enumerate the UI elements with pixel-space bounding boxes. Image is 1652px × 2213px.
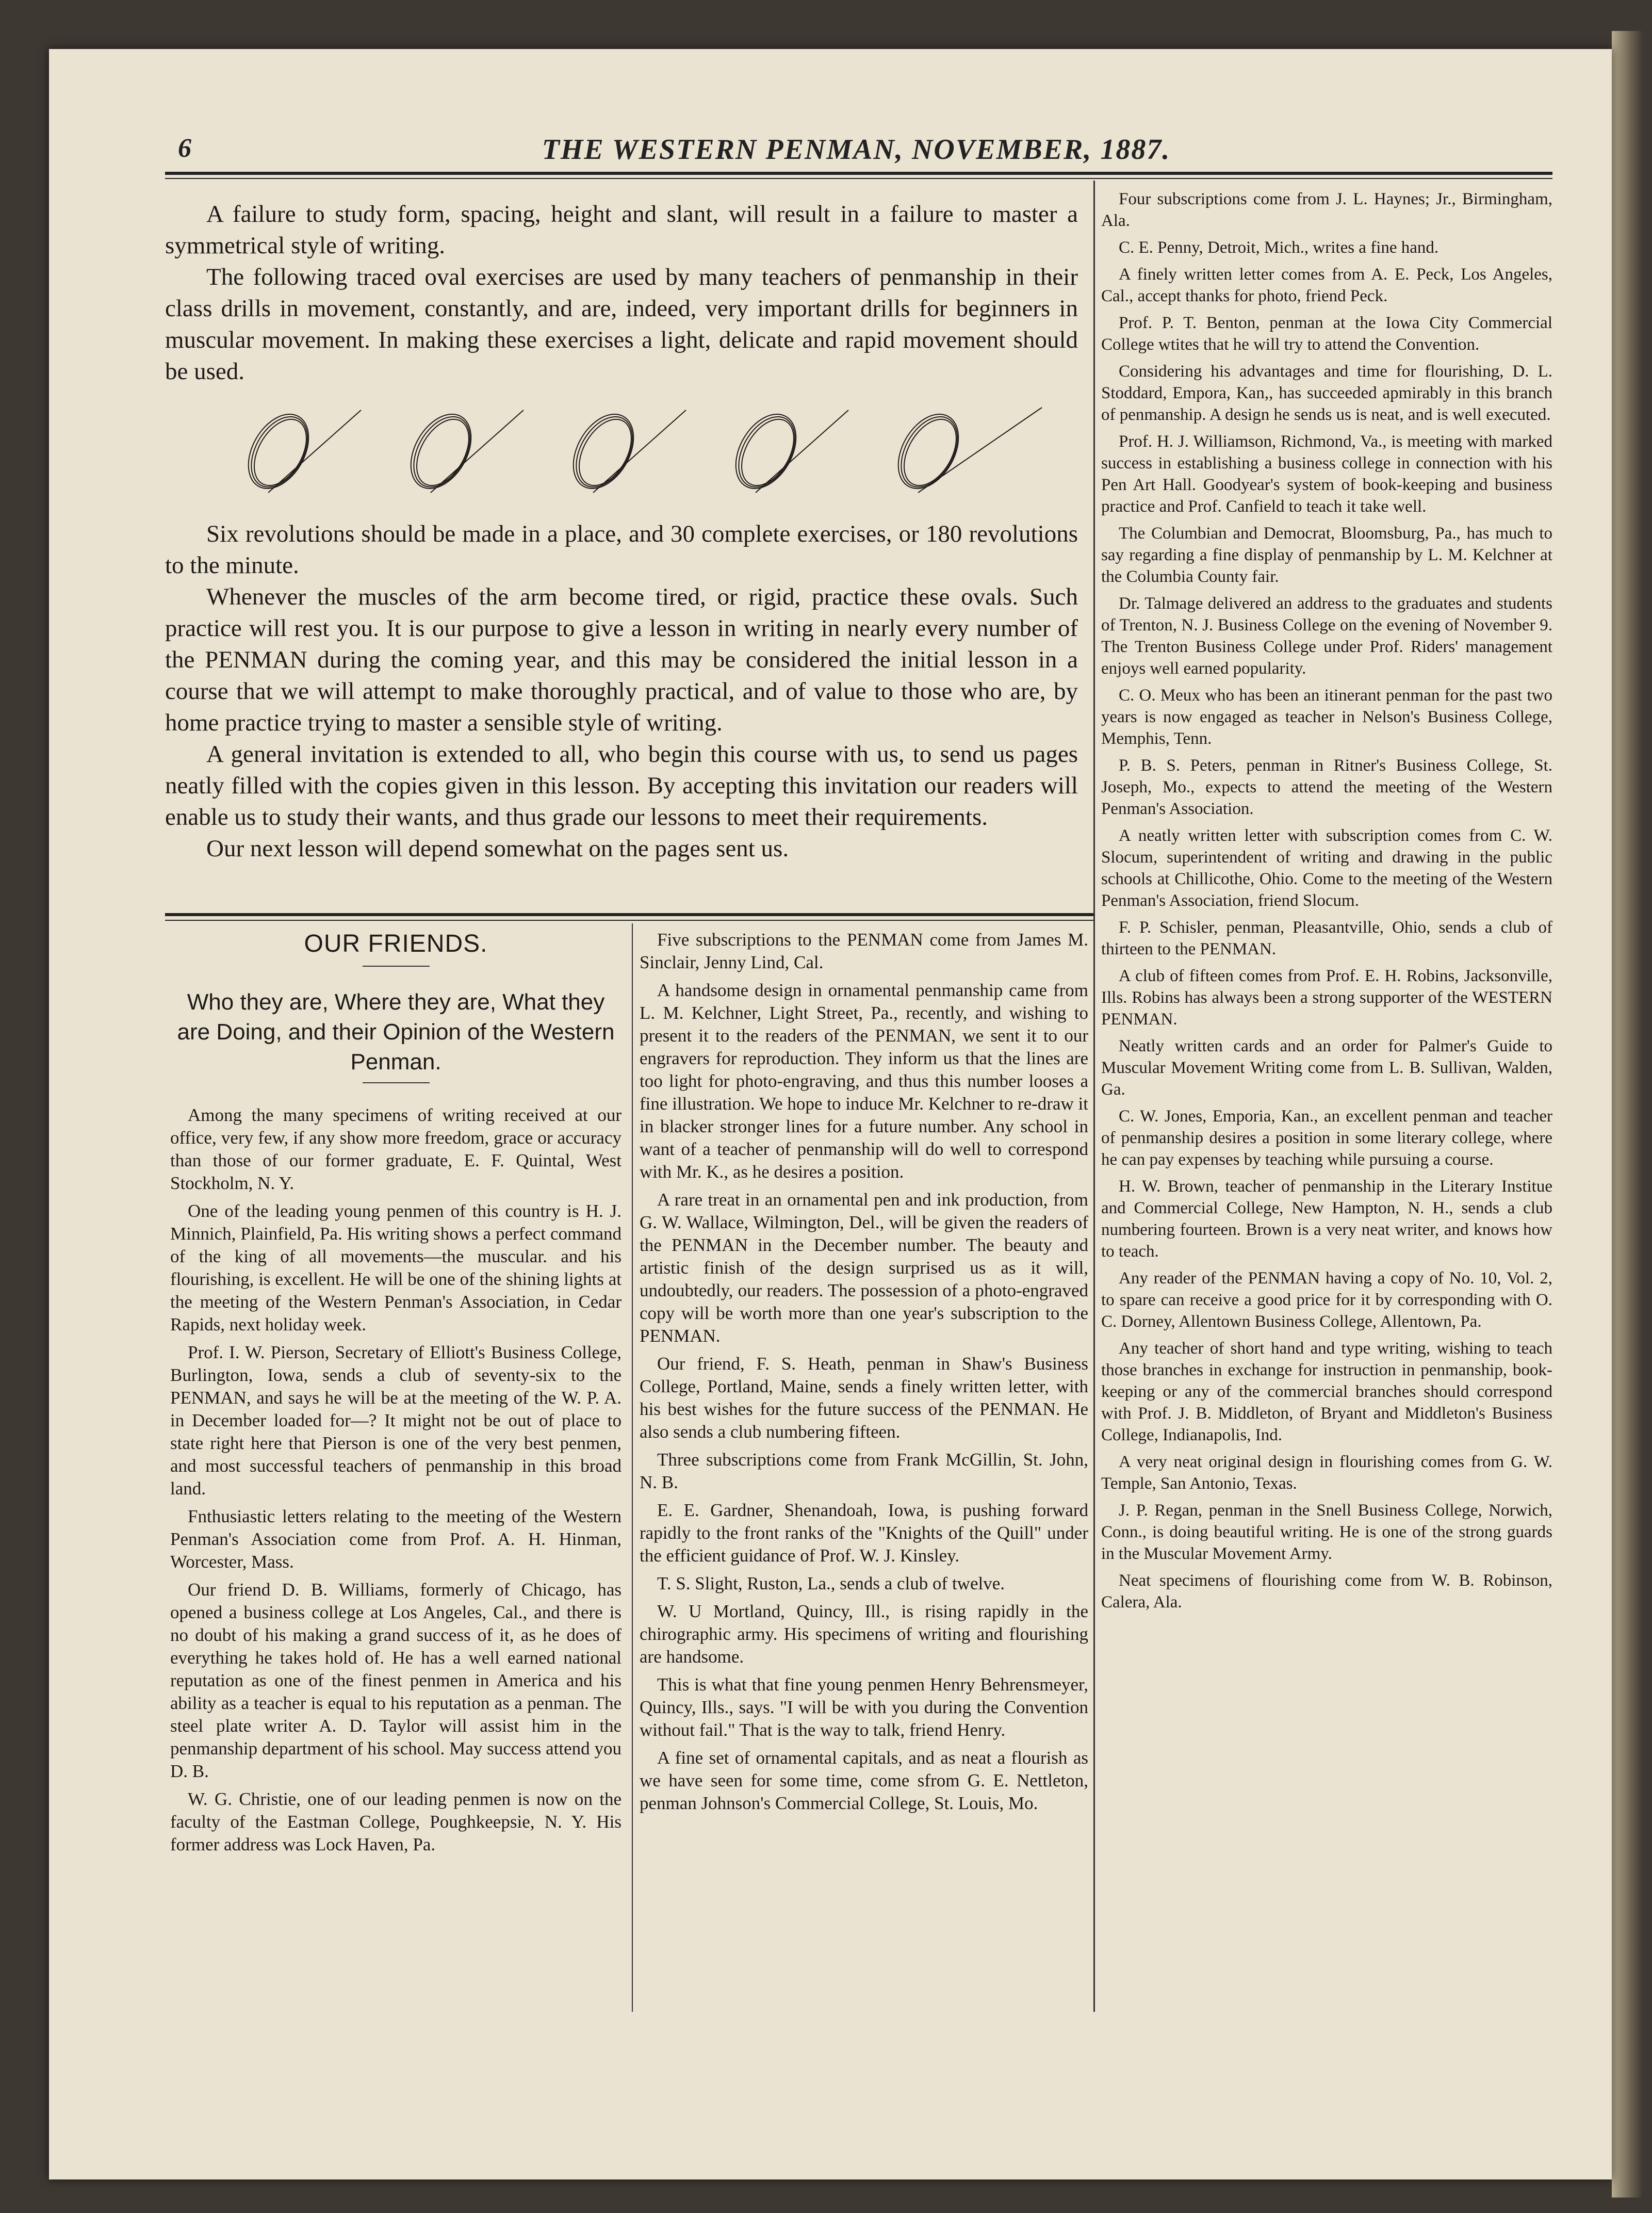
news-item: Three subscriptions come from Frank McGillin, St. John, N. B.	[640, 1450, 1088, 1492]
oval-exercise-3	[561, 403, 686, 499]
lesson-paragraph: A failure to study form, spacing, height and slant, will result in a failure to master a symmetrical style of writing.	[165, 201, 1078, 259]
news-item: One of the leading young penmen of this country is H. J. Minnich, Plainfield, Pa. His writing shows a perfect command of the king of all movements—the muscular. and his flourishing, is excellent. He will be one of the shining lights at the meeting of the Western Penman's Association, in Cedar Rapids, next holiday week.	[170, 1201, 621, 1335]
news-item: H. W. Brown, teacher of penmanship in the Literary Institue and Commercial College, New Hampton, N. H., sends a club numbering fourteen. Brown is a very neat writer, and knows how to teach.	[1101, 1177, 1552, 1261]
news-item: Prof. P. T. Benton, penman at the Iowa City Commercial College wtites that he will try to attend the Convention.	[1101, 314, 1552, 354]
subtitle-rule	[363, 1082, 430, 1083]
news-item: F. P. Schisler, penman, Pleasantville, Ohio, sends a club of thirteen to the PENMAN.	[1101, 918, 1552, 958]
news-item: E. E. Gardner, Shenandoah, Iowa, is pushing forward rapidly to the front ranks of the "Knights of the Quill" under the efficient guidance of Prof. W. J. Kinsley.	[640, 1500, 1088, 1566]
news-item: C. O. Meux who has been an itinerant penman for the past two years is now engaged as teacher in Nelson's Business College, Memphis, Tenn.	[1101, 686, 1552, 748]
oval-exercise-2	[399, 403, 524, 499]
news-item: Prof. H. J. Williamson, Richmond, Va., is meeting with marked success in establishing a business college in connection with his Pen Art Hall. Goodyear's system of book-keeping and business practice and Prof. Canfield to teach it take well.	[1101, 432, 1552, 516]
lesson-paragraph: A general invitation is extended to all, who begin this course with us, to send us pages neatly filled with the copies given in this lesson. By accepting this invitation our readers will enable us to study their wants, and thus grade our lessons to meet their requirements.	[165, 741, 1078, 831]
section-title: OUR FRIENDS.	[304, 930, 488, 957]
news-item: Considering his advantages and time for flourishing, D. L. Stoddard, Empora, Kan,, has succeeded apmirably in this branch of penmanship. A design he sends us is neat, and is well executed.	[1101, 362, 1552, 424]
news-item: Dr. Talmage delivered an address to the graduates and students of Trenton, N. J. Business College on the evening of November 9. The Trenton Business College under Prof. Riders' management enjoys well earned popularity.	[1101, 594, 1552, 678]
lesson-paragraph: Six revolutions should be made in a place, and 30 complete exercises, or 180 revolutions to the minute.	[165, 520, 1078, 579]
news-item: Any teacher of short hand and type writing, wishing to teach those branches in exchange for instruction in penmanship, book-keeping or any of the commercial branches should correspond with Prof. J. B. Middleton, of Bryant and Middleton's Business College, Indianapolis, Ind.	[1101, 1339, 1552, 1444]
news-item: Our friend, F. S. Heath, penman in Shaw's Business College, Portland, Maine, sends a finely written letter, with his best wishes for the future success of the PENMAN. He also sends a club numbering fifteen.	[640, 1354, 1088, 1442]
column-rule-left	[632, 923, 633, 2012]
header-rule-thin	[165, 178, 1552, 179]
lesson-intro	[165, 199, 1078, 387]
friends-column-1	[170, 929, 621, 1861]
oval-exercise-4	[724, 403, 848, 499]
news-item: A fine set of ornamental capitals, and as neat a flourish as we have seen for some time, come sfrom G. E. Nettleton, penman Johnson's Commercial College, St. Louis, Mo.	[640, 1748, 1088, 1813]
lesson-paragraph: The following traced oval exercises are used by many teachers of penmanship in their class drills in movement, constantly, and are, indeed, very important drills for beginners in muscular movement. In making these exercises a light, delicate and rapid movement should be used.	[165, 264, 1078, 385]
friends-column-2	[640, 929, 1088, 1820]
oval-exercises-illustration	[217, 397, 1062, 500]
news-item: Prof. I. W. Pierson, Secretary of Elliott's Business College, Burlington, Iowa, sends a club of seventy-six to the PENMAN, and says he will be at the meeting of the W. P. A. in December loaded for—? It might not be out of place to state right here that Pierson is one of the very best penmen, and most successful teachers of penmanship in this broad land.	[170, 1342, 621, 1499]
section-rule-thin	[165, 920, 1093, 921]
lesson-paragraph: Whenever the muscles of the arm become tired, or rigid, practice these ovals. Such practice will rest you. It is our purpose to give a lesson in writing in nearly every number of the PENMAN during the coming year, and this may be considered the initial lesson in a course that we will attempt to make thoroughly practical, and of value to those who are, by home practice trying to master a sensible style of writing.	[165, 583, 1078, 736]
news-item: Four subscriptions come from J. L. Haynes; Jr., Birmingham, Ala.	[1101, 190, 1552, 230]
oval-exercise-5	[886, 403, 1042, 499]
section-rule	[165, 913, 1093, 916]
news-item: W. G. Christie, one of our leading penmen is now on the faculty of the Eastman College, Poughkeepsie, N. Y. His former address was Lock Haven, Pa.	[170, 1789, 621, 1854]
lesson-body	[165, 518, 1078, 865]
news-item: A very neat original design in flourishing comes from G. W. Temple, San Antonio, Texas.	[1101, 1453, 1552, 1493]
news-item: A neatly written letter with subscription comes from C. W. Slocum, superintendent of writing and drawing in the public schools at Chillicothe, Ohio. Come to the meeting of the Western Penman's Association, friend Slocum.	[1101, 826, 1552, 910]
section-subtitle: Who they are, Where they are, What they are Doing, and their Opinion of the Western Penman.	[177, 989, 615, 1075]
news-item: J. P. Regan, penman in the Snell Business College, Norwich, Conn., is doing beautiful writing. He is one of the strong guards in the Muscular Movement Army.	[1101, 1501, 1552, 1563]
running-header	[289, 129, 1652, 175]
news-item: Fnthusiastic letters relating to the meeting of the Western Penman's Association come from Prof. A. H. Hinman, Worcester, Mass.	[170, 1506, 621, 1572]
header-rule	[165, 172, 1552, 175]
title-rule	[363, 966, 430, 967]
news-item: Neat specimens of flourishing come from W. B. Robinson, Calera, Ala.	[1101, 1571, 1552, 1612]
news-item: C. E. Penny, Detroit, Mich., writes a fine hand.	[1119, 238, 1439, 257]
news-item: A rare treat in an ornamental pen and ink production, from G. W. Wallace, Wilmington, Del., will be given the readers of the PENMAN in the December number. The beauty and artistic finish of the design surprised us as it will, undoubtedly, our readers. The possession of a photo-engraved copy will be worth more than one year's subscription to the PENMAN.	[640, 1190, 1088, 1346]
news-item: A club of fifteen comes from Prof. E. H. Robins, Jacksonville, Ills. Robins has always been a strong supporter of the WESTERN PENMAN.	[1101, 967, 1552, 1029]
lesson-paragraph: Our next lesson will depend somewhat on the pages sent us.	[206, 835, 789, 862]
news-item: A finely written letter comes from A. E. Peck, Los Angeles, Cal., accept thanks for photo, friend Peck.	[1101, 265, 1552, 305]
news-item: Neatly written cards and an order for Palmer's Guide to Muscular Movement Writing come from L. B. Sullivan, Walden, Ga.	[1101, 1037, 1552, 1099]
running-head-title: THE WESTERN PENMAN, NOVEMBER, 1887.	[542, 134, 1171, 166]
news-item: A handsome design in ornamental penmanship came from L. M. Kelchner, Light Street, Pa., recently, and wishing to present it to the readers of the PENMAN, we sent it to our engravers for reproduction. They inform us that the lines are too light for photo-engraving, and thus this number looses a fine illustration. We hope to induce Mr. Kelchner to re-draw it in blacker stronger lines for a future number. Any school in want of a teacher of penmanship will do well to correspond with Mr. K., as he desires a position.	[640, 980, 1088, 1182]
news-item: C. W. Jones, Emporia, Kan., an excellent penman and teacher of penmanship desires a position in some literary college, where he can pay expenses by teaching while pursuing a course.	[1101, 1107, 1552, 1169]
oval-exercise-1	[236, 403, 361, 499]
column-rule-right	[1093, 181, 1095, 2012]
news-item: T. S. Slight, Ruston, La., sends a club of twelve.	[657, 1573, 1005, 1593]
news-item: P. B. S. Peters, penman in Ritner's Business College, St. Joseph, Mo., expects to attend the meeting of the Western Penman's Association.	[1101, 756, 1552, 818]
page-number: 6	[178, 134, 191, 163]
news-item: The Columbian and Democrat, Bloomsburg, Pa., has much to say regarding a fine display of penmanship by L. M. Kelchner at the Columbia County fair.	[1101, 524, 1552, 586]
friends-column-3	[1101, 188, 1552, 1618]
news-item: Any reader of the PENMAN having a copy of No. 10, Vol. 2, to spare can receive a good price for it by corresponding with O. C. Dorney, Allentown Business College, Allentown, Pa.	[1101, 1269, 1552, 1331]
news-item: Our friend D. B. Williams, formerly of Chicago, has opened a business college at Los Angeles, Cal., and there is no doubt of his making a grand success of it, as he does of everything he takes hold of. He has a well earned national reputation as one of the finest penmen in America and his ability as a teacher is equal to his reputation as a penman. The steel plate writer A. D. Taylor will assist him in the penmanship department of his school. May success attend you D. B.	[170, 1580, 621, 1781]
news-item: W. U Mortland, Quincy, Ill., is rising rapidly in the chirographic army. His specimens of writing and flourishing are handsome.	[640, 1601, 1088, 1667]
book-edge	[1612, 31, 1643, 2198]
news-item: This is what that fine young penmen Henry Behrensmeyer, Quincy, Ills., says. "I will be with you during the Convention without fail." That is the way to talk, friend Henry.	[640, 1674, 1088, 1740]
news-item: Among the many specimens of writing received at our office, very few, if any show more freedom, grace or accuracy than those of our former graduate, E. F. Quintal, West Stockholm, N. Y.	[170, 1105, 621, 1193]
news-item: Five subscriptions to the PENMAN come from James M. Sinclair, Jenny Lind, Cal.	[640, 930, 1088, 972]
